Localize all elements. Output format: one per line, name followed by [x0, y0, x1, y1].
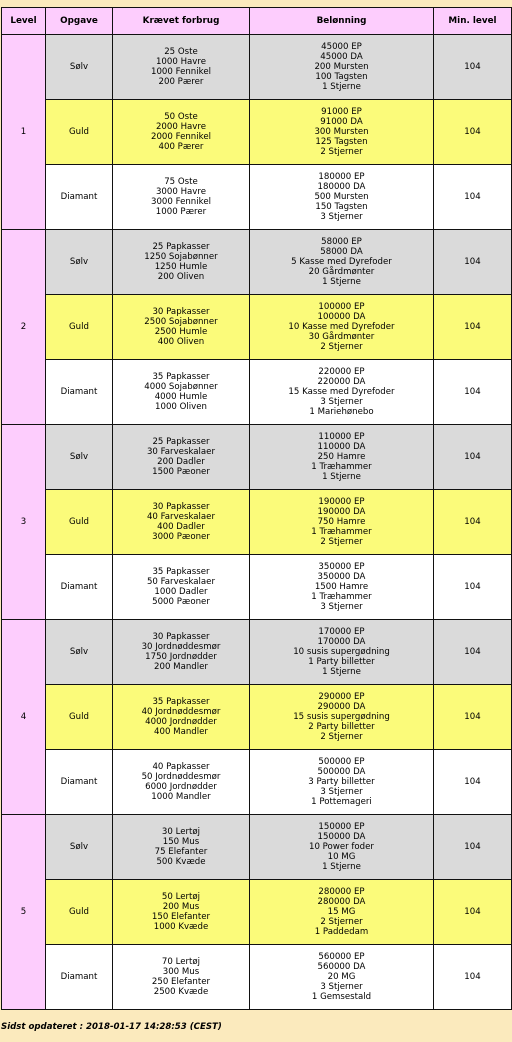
- rewards-table-container: [1, 7, 511, 1010]
- task-cell: Sølv: [46, 815, 113, 880]
- reward-item: 3 Stjerner: [320, 982, 363, 993]
- reward-item: 2 Stjerner: [320, 537, 363, 548]
- task-cell: Guld: [46, 100, 113, 165]
- required-item: 30 Papkasser: [152, 631, 210, 642]
- min-level-cell: 104: [434, 35, 512, 100]
- min-level-cell: 104: [434, 490, 512, 555]
- required-item: 1000 Pærer: [155, 207, 207, 218]
- required-item: 3000 Fennikel: [151, 197, 211, 207]
- reward-item: 220000 EP: [318, 366, 365, 377]
- header-reward: Belønning: [250, 8, 434, 35]
- required-item: 30 Jordnøddesmør: [141, 641, 221, 652]
- reward-item: 190000 EP: [318, 496, 365, 507]
- required-item: 400 Oliven: [157, 337, 205, 348]
- reward-item: 45000 EP: [321, 41, 362, 52]
- required-item: 75 Elefanter: [154, 847, 208, 857]
- level-cell: 5: [2, 815, 46, 1010]
- table-row: [2, 685, 512, 750]
- reward-item: 10 Kasse med Dyrefoder: [288, 321, 395, 332]
- required-cell: [113, 425, 250, 490]
- required-cell: [113, 165, 250, 230]
- reward-item: 1 Stjerne: [322, 667, 361, 678]
- reward-item: 500000 DA: [317, 766, 366, 777]
- required-item: 4000 Jordnødder: [145, 717, 217, 727]
- reward-item: 2 Stjerner: [320, 732, 363, 743]
- reward-item: 1 Gemsestald: [311, 992, 372, 1003]
- required-item: 30 Papkasser: [152, 501, 210, 512]
- min-level-cell: 104: [434, 750, 512, 815]
- reward-item: 1 Stjerne: [322, 472, 361, 483]
- required-item: 200 Pærer: [158, 77, 204, 88]
- required-item: 1000 Havre: [155, 56, 207, 67]
- table-row: [2, 360, 512, 425]
- required-item: 50 Farveskalaer: [146, 576, 216, 587]
- header-min-level: Min. level: [434, 8, 512, 35]
- required-item: 70 Lertøj: [161, 956, 201, 967]
- reward-cell: [250, 750, 434, 815]
- reward-cell: [250, 945, 434, 1010]
- required-item: 150 Mus: [162, 836, 200, 847]
- required-item: 4000 Sojabønner: [144, 381, 218, 392]
- required-item: 1250 Sojabønner: [144, 251, 218, 262]
- reward-cell: [250, 685, 434, 750]
- min-level-cell: 104: [434, 880, 512, 945]
- min-level-cell: 104: [434, 555, 512, 620]
- required-item: 50 Jordnøddesmør: [141, 771, 221, 782]
- min-level-cell: 104: [434, 295, 512, 360]
- reward-item: 1 Stjerne: [322, 862, 361, 873]
- reward-item: 750 Hamre: [317, 516, 366, 527]
- reward-item: 110000 DA: [317, 441, 366, 452]
- reward-item: 5 Kasse med Dyrefoder: [291, 256, 392, 267]
- reward-item: 1 Paddedam: [314, 927, 369, 938]
- min-level-cell: 104: [434, 620, 512, 685]
- min-level-cell: 104: [434, 685, 512, 750]
- required-item: 1000 Dadler: [154, 587, 208, 597]
- required-item: 400 Mandler: [154, 727, 208, 738]
- required-cell: [113, 230, 250, 295]
- required-item: 40 Papkasser: [152, 761, 210, 772]
- reward-cell: [250, 555, 434, 620]
- table-row: [2, 425, 512, 490]
- reward-item: 290000 EP: [318, 691, 365, 702]
- reward-item: 500000 EP: [318, 756, 365, 767]
- reward-item: 20 Gårdmønter: [308, 267, 375, 278]
- reward-item: 15 MG: [327, 906, 356, 917]
- reward-item: 91000 EP: [321, 106, 362, 117]
- task-cell: Guld: [46, 490, 113, 555]
- table-row: [2, 620, 512, 685]
- task-cell: Diamant: [46, 750, 113, 815]
- reward-item: 2 Stjerner: [320, 342, 363, 353]
- task-cell: Sølv: [46, 425, 113, 490]
- reward-item: 350000 EP: [318, 561, 365, 572]
- reward-item: 10 susis supergødning: [293, 646, 390, 657]
- required-item: 4000 Humle: [154, 392, 208, 402]
- table-row: [2, 815, 512, 880]
- min-level-cell: 104: [434, 165, 512, 230]
- required-cell: [113, 100, 250, 165]
- reward-item: 1 Stjerne: [322, 82, 361, 93]
- reward-cell: [250, 620, 434, 685]
- reward-cell: [250, 360, 434, 425]
- reward-cell: [250, 165, 434, 230]
- required-item: 2000 Havre: [155, 121, 207, 132]
- table-row: [2, 750, 512, 815]
- reward-item: 1 Træhammer: [311, 462, 372, 473]
- reward-item: 180000 EP: [318, 171, 365, 182]
- reward-item: 100000 DA: [317, 311, 366, 322]
- required-item: 1750 Jordnødder: [145, 652, 217, 662]
- task-cell: Sølv: [46, 35, 113, 100]
- reward-item: 58000 DA: [320, 246, 363, 257]
- required-item: 1000 Kvæde: [153, 922, 209, 933]
- reward-item: 200 Mursten: [314, 61, 369, 72]
- required-item: 500 Kvæde: [156, 857, 206, 868]
- table-row: [2, 100, 512, 165]
- required-cell: [113, 35, 250, 100]
- reward-item: 45000 DA: [320, 51, 363, 62]
- required-item: 6000 Jordnødder: [145, 782, 217, 792]
- table-row: [2, 555, 512, 620]
- reward-item: 560000 DA: [317, 961, 366, 972]
- reward-cell: [250, 35, 434, 100]
- reward-item: 180000 DA: [317, 181, 366, 192]
- reward-item: 500 Mursten: [314, 191, 369, 202]
- header-level: Level: [2, 8, 46, 35]
- required-item: 150 Elefanter: [151, 912, 211, 922]
- reward-item: 3 Stjerner: [320, 602, 363, 613]
- task-cell: Guld: [46, 295, 113, 360]
- reward-cell: [250, 100, 434, 165]
- required-item: 2500 Sojabønner: [144, 316, 218, 327]
- required-item: 25 Papkasser: [152, 436, 210, 447]
- required-item: 30 Farveskalaer: [146, 446, 216, 457]
- min-level-cell: 104: [434, 360, 512, 425]
- table-row: [2, 165, 512, 230]
- required-cell: [113, 880, 250, 945]
- reward-item: 280000 DA: [317, 896, 366, 907]
- required-cell: [113, 685, 250, 750]
- required-item: 200 Dadler: [157, 457, 205, 467]
- required-item: 3000 Havre: [155, 186, 207, 197]
- required-item: 250 Elefanter: [151, 977, 211, 987]
- reward-item: 1 Pottemageri: [311, 797, 372, 808]
- reward-item: 15 Kasse med Dyrefoder: [288, 386, 395, 397]
- reward-item: 1 Party billetter: [308, 657, 375, 668]
- min-level-cell: 104: [434, 815, 512, 880]
- reward-item: 150000 DA: [317, 831, 366, 842]
- required-item: 50 Oste: [164, 111, 198, 122]
- reward-item: 280000 EP: [318, 886, 365, 897]
- reward-item: 100 Tagsten: [315, 72, 368, 83]
- reward-item: 250 Hamre: [317, 451, 366, 462]
- required-cell: [113, 945, 250, 1010]
- reward-item: 300 Mursten: [314, 126, 369, 137]
- reward-cell: [250, 295, 434, 360]
- reward-item: 10 Power foder: [309, 841, 374, 852]
- reward-item: 3 Party billetter: [308, 776, 375, 787]
- required-item: 200 Mus: [162, 901, 200, 912]
- header-task: Opgave: [46, 8, 113, 35]
- required-item: 2500 Humle: [154, 327, 208, 337]
- required-item: 5000 Pæoner: [152, 597, 210, 608]
- reward-cell: [250, 425, 434, 490]
- reward-item: 3 Stjerner: [320, 787, 363, 798]
- task-cell: Guld: [46, 685, 113, 750]
- reward-item: 30 Gårdmønter: [308, 332, 375, 343]
- reward-item: 3 Stjerner: [320, 397, 363, 408]
- rewards-table: [1, 7, 512, 1010]
- table-body: [2, 35, 512, 1010]
- reward-item: 170000 DA: [317, 636, 366, 647]
- reward-item: 20 MG: [327, 971, 356, 982]
- reward-item: 1 Træhammer: [311, 527, 372, 538]
- required-item: 25 Oste: [164, 46, 198, 57]
- table-header-row: [2, 8, 512, 35]
- reward-item: 190000 DA: [317, 506, 366, 517]
- reward-item: 560000 EP: [318, 951, 365, 962]
- required-item: 2000 Fennikel: [151, 132, 211, 142]
- reward-item: 1500 Hamre: [314, 581, 369, 592]
- required-item: 1250 Humle: [154, 262, 208, 272]
- level-cell: 4: [2, 620, 46, 815]
- required-cell: [113, 295, 250, 360]
- required-item: 200 Oliven: [157, 272, 205, 283]
- reward-item: 1 Mariehønebo: [309, 407, 374, 418]
- required-item: 400 Pærer: [158, 142, 204, 153]
- reward-item: 150 Tagsten: [315, 202, 368, 213]
- min-level-cell: 104: [434, 425, 512, 490]
- task-cell: Diamant: [46, 945, 113, 1010]
- required-item: 40 Jordnøddesmør: [141, 706, 221, 717]
- table-row: [2, 945, 512, 1010]
- reward-item: 10 MG: [327, 852, 356, 863]
- required-cell: [113, 360, 250, 425]
- reward-item: 2 Stjerner: [320, 147, 363, 158]
- reward-item: 290000 DA: [317, 701, 366, 712]
- required-item: 1000 Oliven: [155, 402, 207, 413]
- task-cell: Guld: [46, 880, 113, 945]
- required-item: 300 Mus: [162, 966, 200, 977]
- reward-item: 170000 EP: [318, 626, 365, 637]
- reward-item: 150000 EP: [318, 821, 365, 832]
- required-item: 30 Lertøj: [161, 826, 201, 837]
- task-cell: Sølv: [46, 230, 113, 295]
- reward-cell: [250, 490, 434, 555]
- level-cell: 1: [2, 35, 46, 230]
- last-updated-text: Sidst opdateret : 2018-01-17 14:28:53 (CEST): [1, 1022, 222, 1032]
- table-row: [2, 295, 512, 360]
- reward-item: 15 susis supergødning: [293, 711, 390, 722]
- reward-item: 220000 DA: [317, 376, 366, 387]
- required-item: 30 Papkasser: [152, 306, 210, 317]
- required-cell: [113, 750, 250, 815]
- reward-item: 91000 DA: [320, 116, 363, 127]
- header-required: Krævet forbrug: [113, 8, 250, 35]
- required-cell: [113, 555, 250, 620]
- table-row: [2, 35, 512, 100]
- level-cell: 3: [2, 425, 46, 620]
- min-level-cell: 104: [434, 100, 512, 165]
- table-row: [2, 230, 512, 295]
- reward-item: 125 Tagsten: [315, 137, 368, 148]
- min-level-cell: 104: [434, 230, 512, 295]
- required-cell: [113, 815, 250, 880]
- reward-item: 3 Stjerner: [320, 212, 363, 223]
- reward-cell: [250, 880, 434, 945]
- task-cell: Sølv: [46, 620, 113, 685]
- reward-item: 100000 EP: [318, 301, 365, 312]
- table-row: [2, 880, 512, 945]
- required-item: 35 Papkasser: [152, 371, 210, 382]
- reward-cell: [250, 815, 434, 880]
- reward-item: 58000 EP: [321, 236, 362, 247]
- task-cell: Diamant: [46, 165, 113, 230]
- required-item: 400 Dadler: [157, 522, 205, 532]
- table-row: [2, 490, 512, 555]
- required-item: 25 Papkasser: [152, 241, 210, 252]
- required-cell: [113, 620, 250, 685]
- required-cell: [113, 490, 250, 555]
- required-item: 2500 Kvæde: [153, 987, 209, 998]
- task-cell: Diamant: [46, 555, 113, 620]
- required-item: 200 Mandler: [154, 662, 208, 673]
- required-item: 1000 Mandler: [151, 792, 211, 803]
- min-level-cell: 104: [434, 945, 512, 1010]
- required-item: 75 Oste: [164, 176, 198, 187]
- reward-cell: [250, 230, 434, 295]
- reward-item: 2 Party billetter: [308, 722, 375, 733]
- reward-item: 2 Stjerner: [320, 917, 363, 928]
- reward-item: 110000 EP: [318, 431, 365, 442]
- required-item: 35 Papkasser: [152, 566, 210, 577]
- required-item: 50 Lertøj: [161, 891, 201, 902]
- required-item: 3000 Pæoner: [152, 532, 210, 543]
- required-item: 1500 Pæoner: [152, 467, 210, 478]
- required-item: 1000 Fennikel: [151, 67, 211, 77]
- reward-item: 1 Stjerne: [322, 277, 361, 288]
- task-cell: Diamant: [46, 360, 113, 425]
- required-item: 40 Farveskalaer: [146, 511, 216, 522]
- level-cell: 2: [2, 230, 46, 425]
- required-item: 35 Papkasser: [152, 696, 210, 707]
- reward-item: 350000 DA: [317, 571, 366, 582]
- reward-item: 1 Træhammer: [311, 592, 372, 603]
